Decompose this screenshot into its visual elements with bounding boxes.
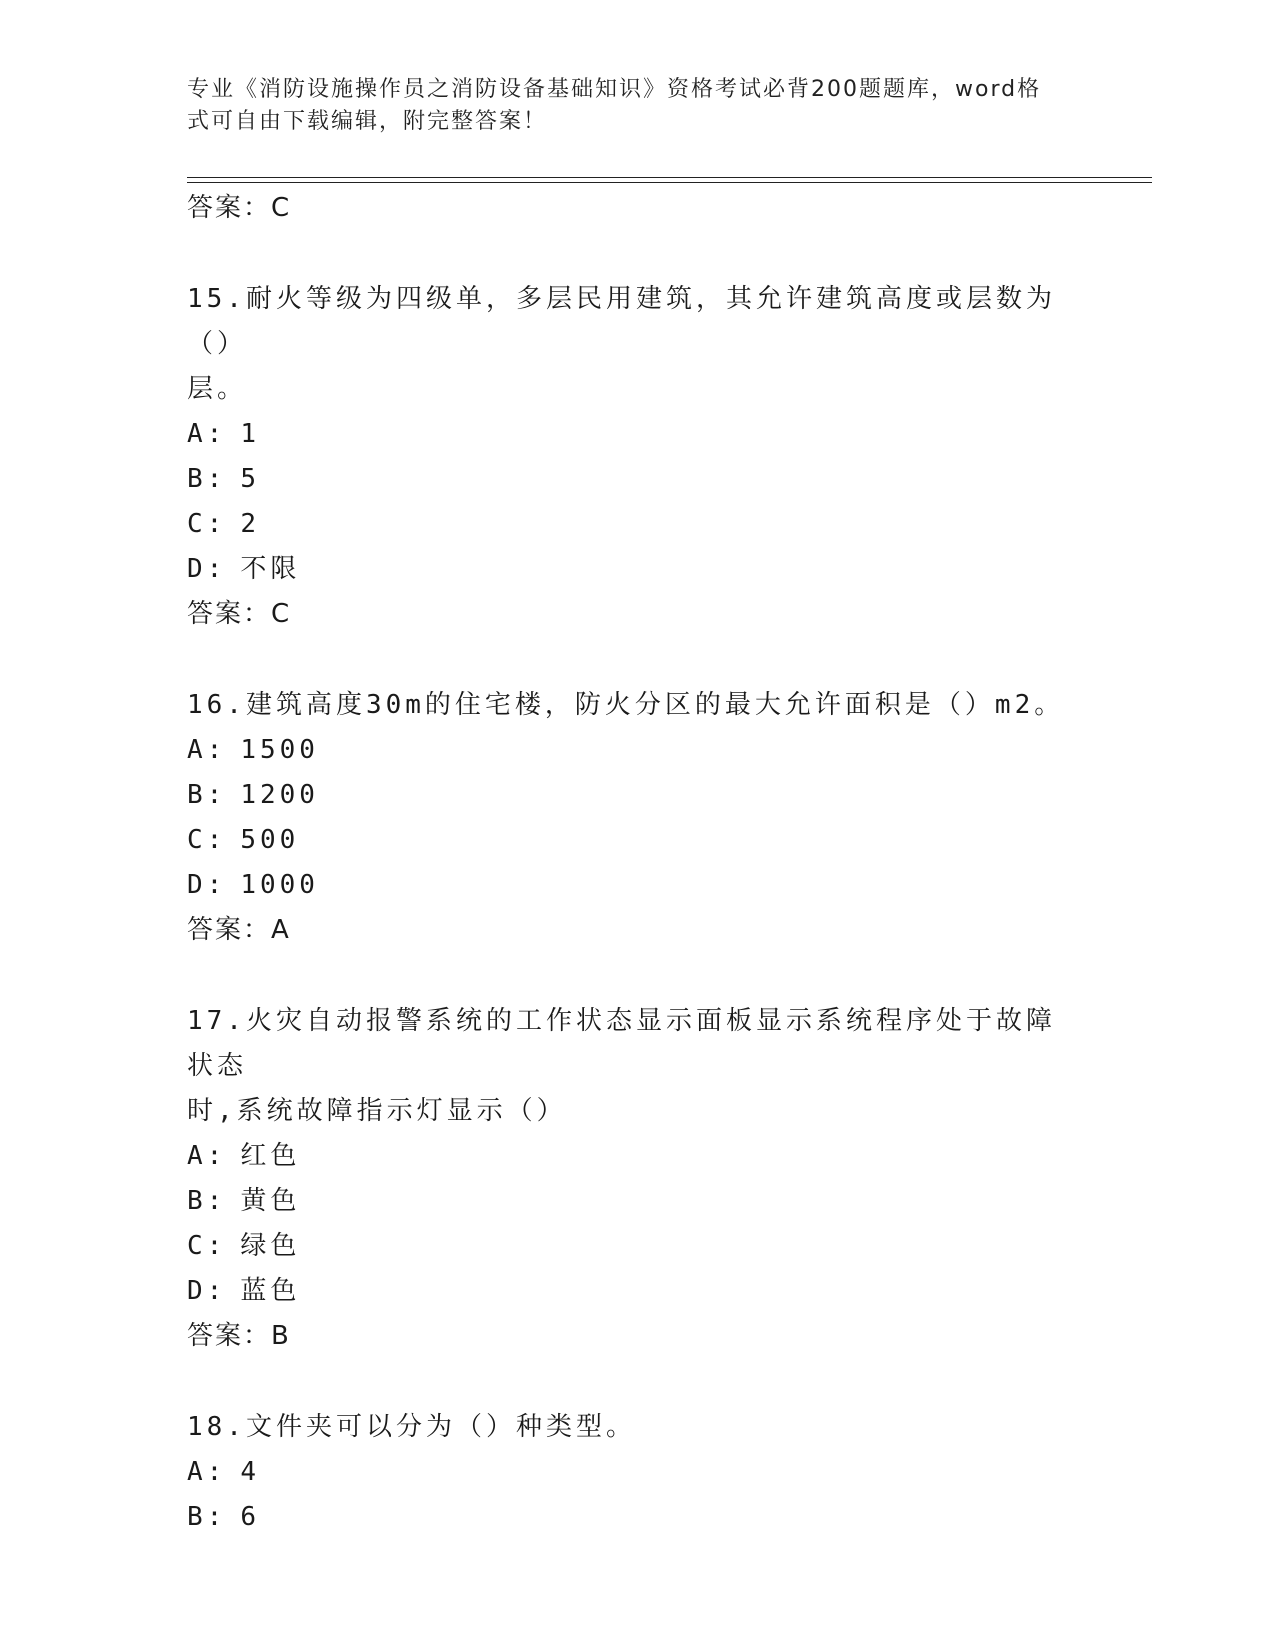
header-line-2: 式可自由下载编辑，附完整答案！: [187, 109, 548, 134]
option-b: [187, 1495, 1087, 1540]
option-label: D:: [187, 1276, 227, 1306]
option-label: C:: [187, 825, 227, 855]
option-label: B:: [187, 1186, 227, 1216]
option-label: B:: [187, 464, 227, 494]
option-value: 1500: [240, 735, 319, 765]
option-b: [187, 773, 1087, 818]
answer-line: 答案：B: [187, 1321, 291, 1351]
question-block: [187, 1405, 1087, 1540]
option-b: [187, 457, 1087, 502]
header-line-1: 专业《消防设施操作员之消防设备基础知识》资格考试必背200题题库，word格: [187, 77, 1042, 102]
answer-line: 答案：C: [187, 193, 292, 223]
option-label: C:: [187, 1231, 227, 1261]
option-value: 500: [240, 825, 300, 855]
option-value: 5: [240, 464, 260, 494]
option-label: B:: [187, 780, 227, 810]
question-text: [187, 277, 1067, 412]
option-label: A:: [187, 1457, 227, 1487]
header-divider-top: [187, 177, 1152, 178]
option-d: [187, 1269, 1087, 1314]
option-value: 绿色: [240, 1231, 301, 1261]
option-a: [187, 1450, 1087, 1495]
option-label: A:: [187, 1141, 227, 1171]
option-label: A:: [187, 419, 227, 449]
option-value: 1: [240, 419, 260, 449]
option-value: 红色: [240, 1141, 301, 1171]
option-a: [187, 1134, 1087, 1179]
question-block: [187, 277, 1087, 637]
question-text-line-1: 15.耐火等级为四级单，多层民用建筑，其允许建筑高度或层数为（）: [187, 284, 1056, 359]
option-c: [187, 818, 1087, 863]
question-text: [187, 1405, 1067, 1450]
option-value: 2: [240, 509, 260, 539]
option-d: [187, 547, 1087, 592]
option-a: [187, 412, 1087, 457]
question-block: [187, 683, 1087, 953]
option-b: [187, 1179, 1087, 1224]
option-value: 黄色: [240, 1186, 301, 1216]
question-text: [187, 999, 1067, 1134]
option-label: B:: [187, 1502, 227, 1532]
option-c: [187, 1224, 1087, 1269]
document-header: [187, 74, 1067, 138]
option-label: D:: [187, 870, 227, 900]
option-value: 蓝色: [240, 1276, 301, 1306]
question-text-line-1: 18.文件夹可以分为（）种类型。: [187, 1412, 636, 1442]
option-value: 1000: [240, 870, 319, 900]
answer-line: 答案：A: [187, 915, 291, 945]
question-text-line-1: 17.火灾自动报警系统的工作状态显示面板显示系统程序处于故障状态: [187, 1006, 1056, 1081]
option-value: 4: [240, 1457, 260, 1487]
option-a: [187, 728, 1087, 773]
option-label: A:: [187, 735, 227, 765]
question-text-line-1: 16.建筑高度30m的住宅楼，防火分区的最大允许面积是（）m2。: [187, 690, 1065, 720]
question-block: [187, 999, 1087, 1359]
option-label: D:: [187, 554, 227, 584]
option-label: C:: [187, 509, 227, 539]
option-value: 1200: [240, 780, 319, 810]
question-text-line-2: 层。: [187, 374, 248, 404]
option-value: 6: [240, 1502, 260, 1532]
option-c: [187, 502, 1087, 547]
answer-line: 答案：C: [187, 599, 292, 629]
option-d: [187, 863, 1087, 908]
header-divider-bottom: [187, 182, 1152, 183]
question-text-line-2: 时,系统故障指示灯显示（）: [187, 1096, 567, 1126]
option-value: 不限: [240, 554, 301, 584]
question-text: [187, 683, 1067, 728]
document-body: [187, 186, 1087, 1540]
